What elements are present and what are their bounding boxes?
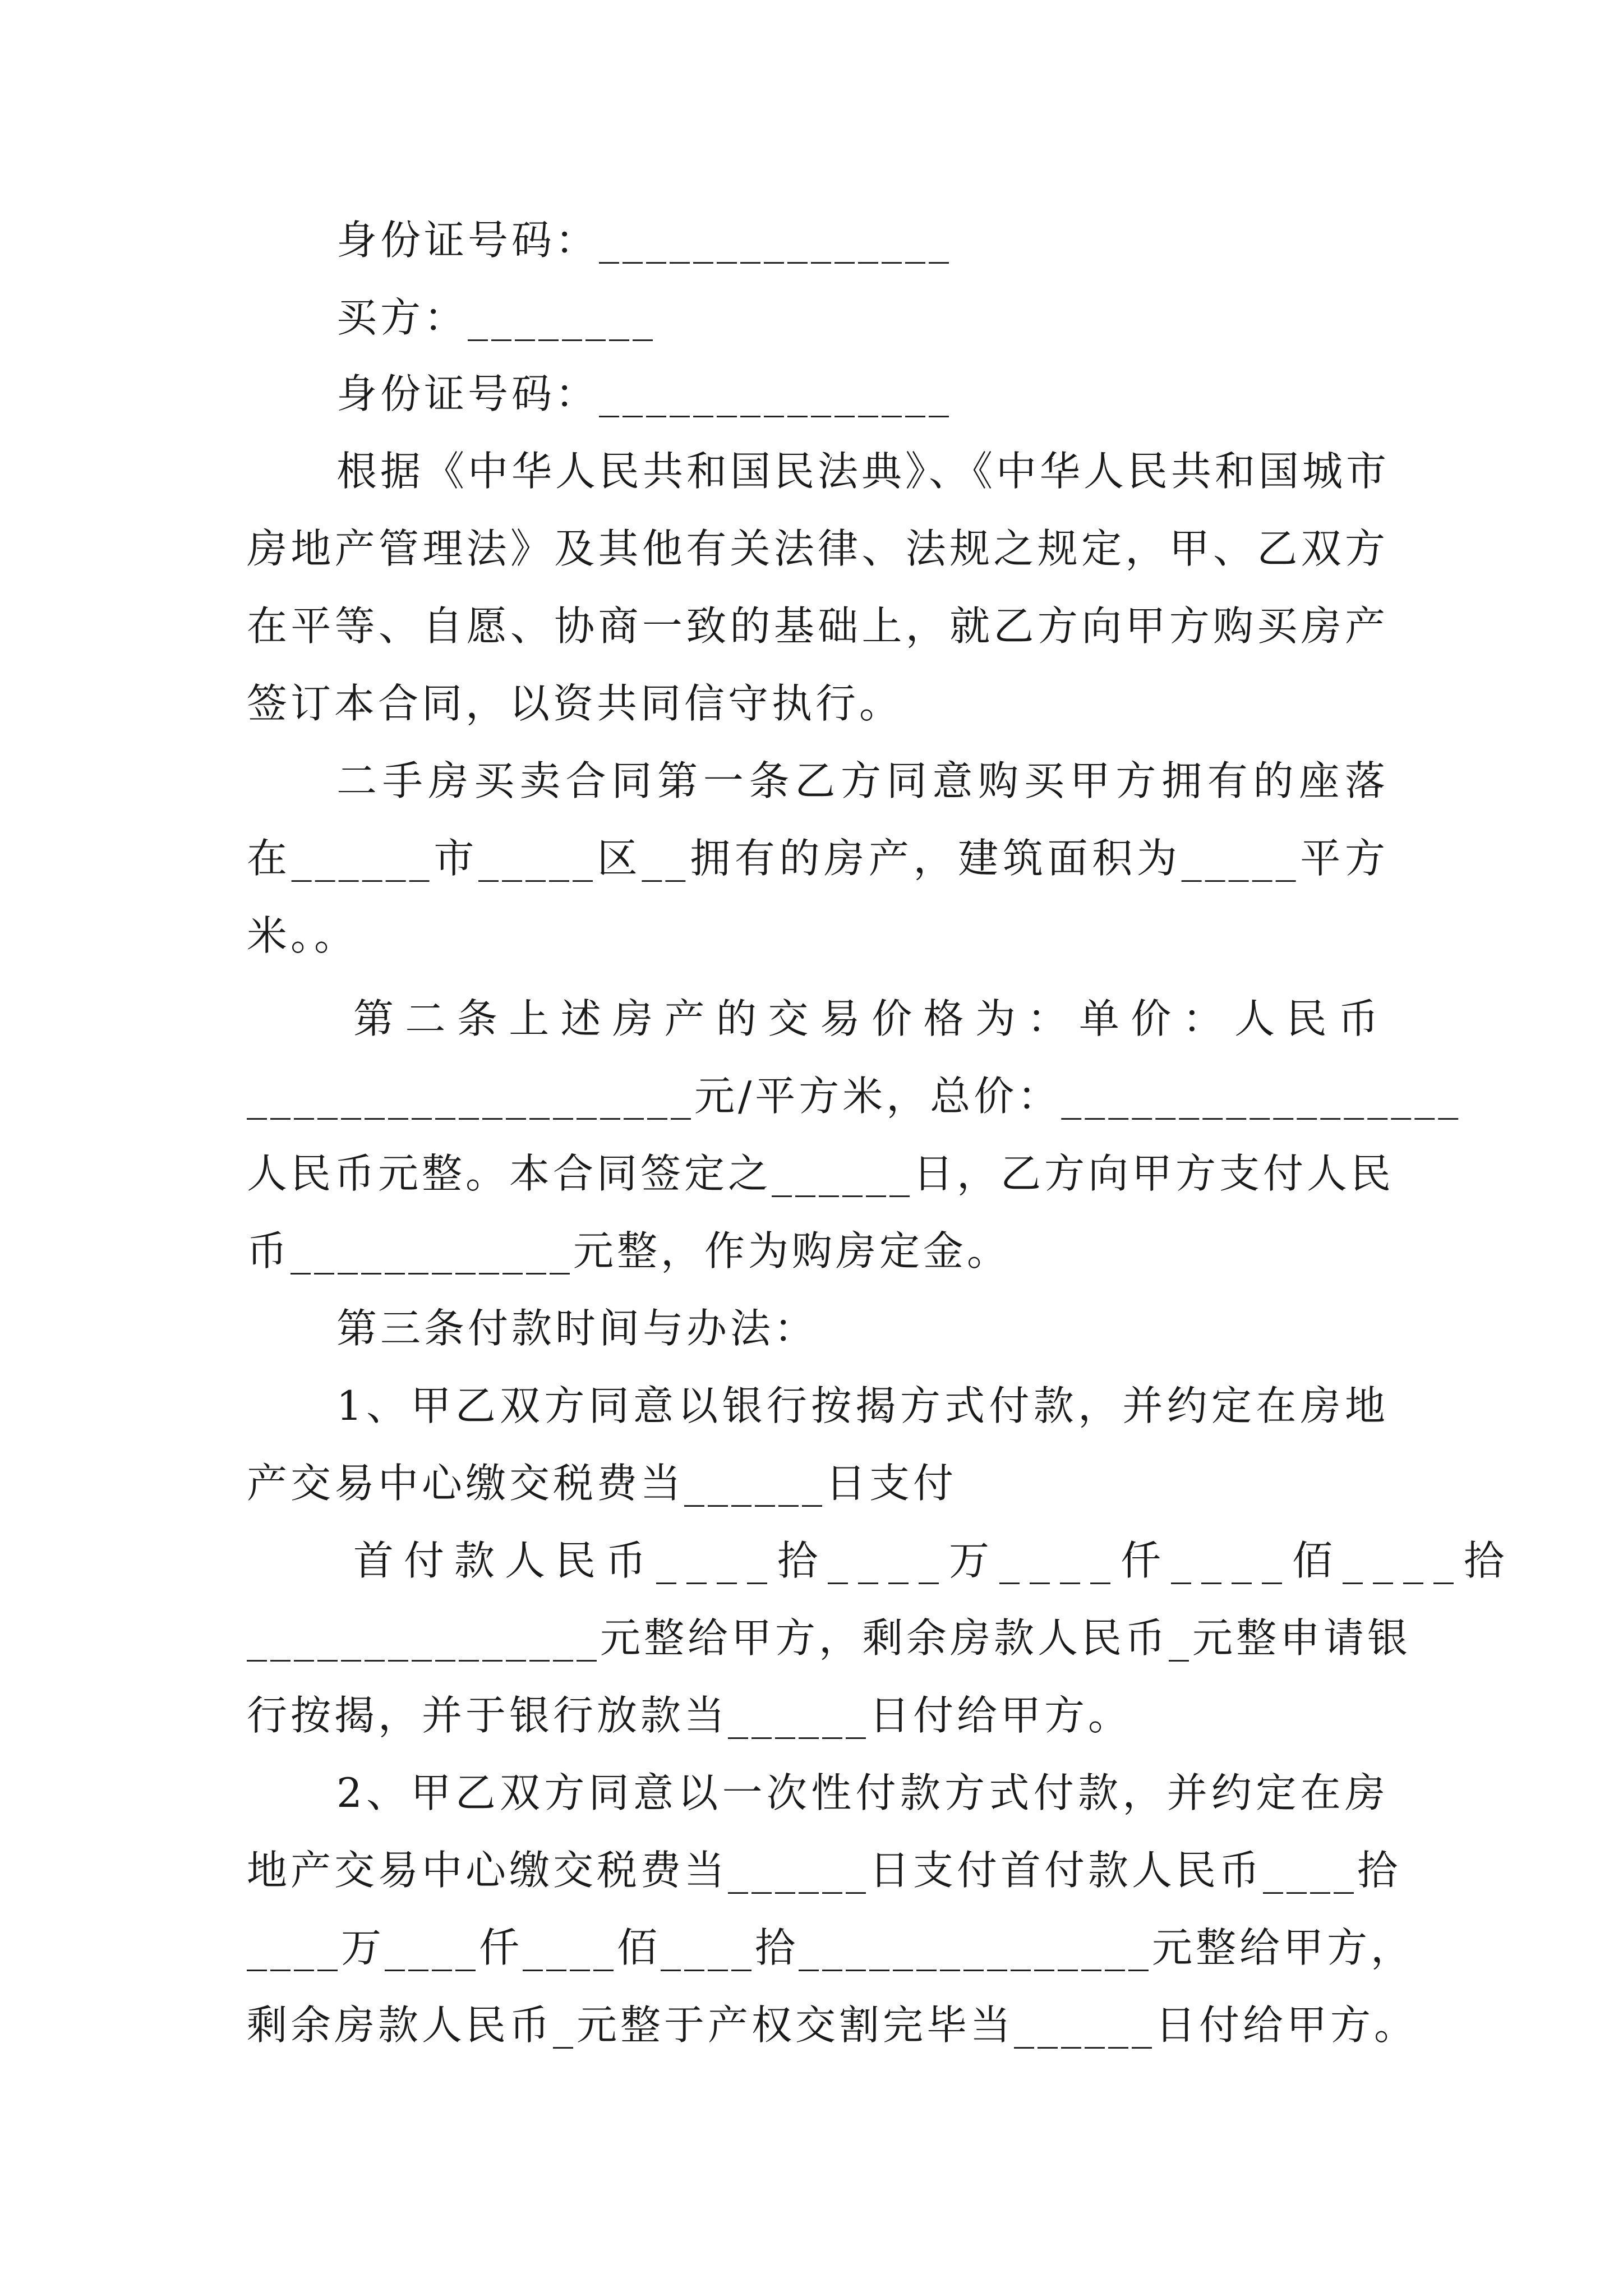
buyer-id-number-line: 身份证号码：_______________ xyxy=(336,370,953,417)
preamble-line-2: 房地产管理法》及其他有关法律、法规之规定，甲、乙双方 xyxy=(247,525,1389,572)
article-1-line-2: 在______市_____区__拥有的房产，建筑面积为_____平方 xyxy=(247,835,1389,882)
clause-1-line-5: 行按揭，并于银行放款当______日付给甲方。 xyxy=(247,1692,1132,1739)
clause-1-line-2: 产交易中心缴交税费当______日支付 xyxy=(247,1460,957,1507)
clause-2-line-3: ____万____仟____佰____拾_______________元整给甲方， xyxy=(247,1924,1415,1971)
preamble-line-1: 根据《中华人民共和国民法典》、《中华人民共和国城市 xyxy=(336,448,1390,495)
preamble-line-3: 在平等、自愿、协商一致的基础上，就乙方向甲方购买房产 xyxy=(247,602,1389,650)
article-2-line-1: 第二条上述房产的交易价格为：单价：人民币 xyxy=(353,995,1389,1042)
clause-1-line-3: 首付款人民币____拾____万____仟____佰____拾 xyxy=(353,1537,1515,1584)
seller-id-number-line: 身份证号码：_______________ xyxy=(336,217,953,264)
clause-1-line-4: _______________元整给甲方，剩余房款人民币_元整申请银 xyxy=(247,1614,1412,1662)
article-2-line-4: 币____________元整，作为购房定金。 xyxy=(247,1227,1011,1274)
article-1-line-3: 米。。 xyxy=(247,912,358,959)
clause-2-line-4: 剩余房款人民币_元整于产权交割完毕当______日付给甲方。 xyxy=(247,2001,1418,2049)
article-2-line-2: ___________________元/平方米，总价：_________________ xyxy=(247,1073,1462,1120)
article-3-heading: 第三条付款时间与办法： xyxy=(336,1305,818,1352)
clause-2-line-1: 2、甲乙双方同意以一次性付款方式付款，并约定在房 xyxy=(336,1769,1389,1816)
article-1-line-1: 二手房买卖合同第一条乙方同意购买甲方拥有的座落 xyxy=(336,757,1389,804)
clause-1-line-1: 1、甲乙双方同意以银行按揭方式付款，并约定在房地 xyxy=(336,1382,1389,1429)
preamble-line-4: 签订本合同，以资共同信守执行。 xyxy=(247,680,903,727)
article-2-line-3: 人民币元整。本合同签定之______日，乙方向甲方支付人民 xyxy=(247,1150,1395,1197)
clause-2-line-2: 地产交易中心缴交税费当______日支付首付款人民币____拾 xyxy=(247,1847,1401,1894)
buyer-name-line: 买方：________ xyxy=(336,294,657,341)
